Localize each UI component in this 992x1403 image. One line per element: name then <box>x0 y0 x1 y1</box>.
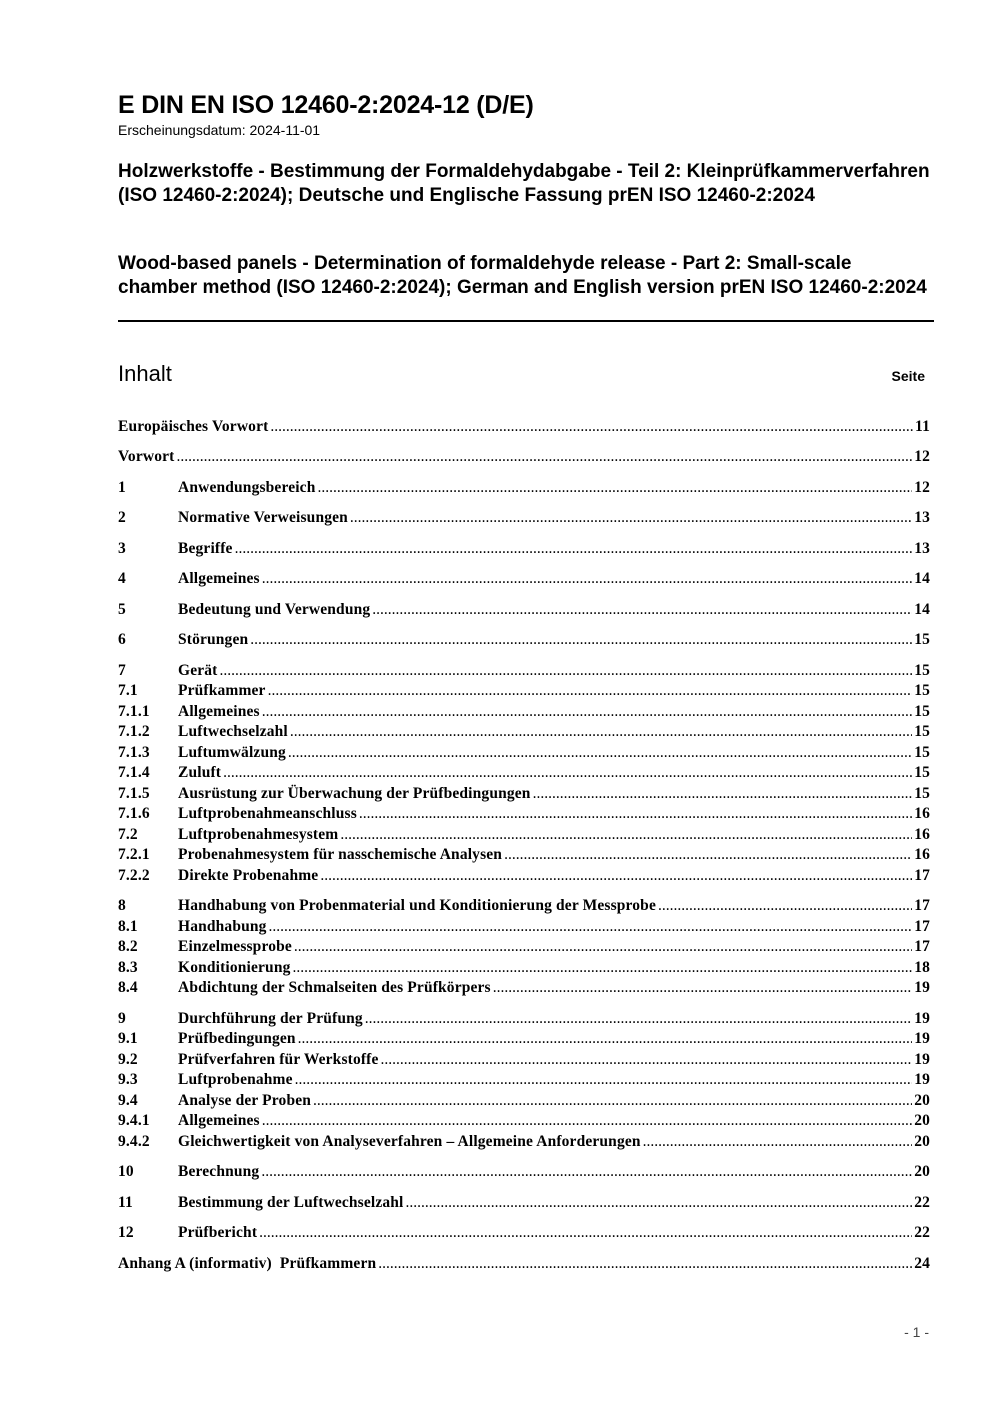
toc-dot-leader <box>340 826 912 844</box>
toc-entry-number: 2 <box>118 509 126 526</box>
toc-dot-leader <box>350 509 912 527</box>
toc-entry-title: Anwendungsbereich <box>178 479 316 496</box>
toc-entry-page: 17 <box>914 918 930 935</box>
title-english: Wood-based panels - Determination of formaldehyde release - Part 2: Small-scale chamber method (ISO 12460-2:2024); German and English version prEN ISO 12460-2:2024 <box>118 253 927 298</box>
toc-entry-number: 9 <box>118 1010 126 1027</box>
toc-entry[interactable] <box>118 918 930 938</box>
toc-entry-number: 7.2 <box>118 826 138 843</box>
toc-entry-number: 7.2.2 <box>118 867 150 884</box>
toc-entry[interactable] <box>118 1255 930 1275</box>
toc-entry-page: 15 <box>914 703 930 720</box>
toc-entry-page: 19 <box>914 1071 930 1088</box>
toc-entry-page: 14 <box>914 601 930 618</box>
toc-dot-leader <box>223 764 912 782</box>
toc-entry-title: Normative Verweisungen <box>178 509 348 526</box>
toc-entry-number: 4 <box>118 570 126 587</box>
toc-entry[interactable] <box>118 846 930 866</box>
toc-entry-number: 8.4 <box>118 979 138 996</box>
toc-entry[interactable] <box>118 540 930 560</box>
toc-dot-leader <box>381 1051 913 1069</box>
toc-dot-leader <box>298 1030 913 1048</box>
toc-entry-page: 11 <box>915 418 930 435</box>
toc-entry-number: 5 <box>118 601 126 618</box>
toc-entry-title: Prüfkammer <box>178 682 266 699</box>
toc-entry[interactable] <box>118 601 930 621</box>
toc-entry-number: 7.1.4 <box>118 764 150 781</box>
toc-page-label: Seite <box>891 368 925 384</box>
toc-entry-number: 9.2 <box>118 1051 138 1068</box>
toc-entry-page: 16 <box>914 846 930 863</box>
toc-entry-title: Luftwechselzahl <box>178 723 288 740</box>
toc-entry[interactable] <box>118 479 930 499</box>
toc-dot-leader <box>533 785 913 803</box>
document-id: E DIN EN ISO 12460-2:2024-12 (D/E) <box>118 91 534 119</box>
toc-dot-leader <box>294 938 912 956</box>
toc-entry-title: Begriffe <box>178 540 233 557</box>
toc-entry[interactable] <box>118 897 930 917</box>
toc-entry[interactable] <box>118 570 930 590</box>
toc-entry-title: Bedeutung und Verwendung <box>178 601 371 618</box>
toc-entry-number: 10 <box>118 1163 134 1180</box>
toc-entry-page: 20 <box>914 1112 930 1129</box>
toc-entry-number: 7 <box>118 662 126 679</box>
toc-entry-number: 8 <box>118 897 126 914</box>
toc-entry[interactable] <box>118 1030 930 1050</box>
toc-entry[interactable] <box>118 805 930 825</box>
toc-entry-title: Prüfbericht <box>178 1224 258 1241</box>
toc-entry-title: Luftprobenahme <box>178 1071 293 1088</box>
toc-dot-leader <box>318 479 913 497</box>
toc-entry-title: Zuluft <box>178 764 222 781</box>
toc-entry-number: 9.3 <box>118 1071 138 1088</box>
toc-dot-leader <box>262 1112 912 1130</box>
toc-entry-title: Europäisches Vorwort <box>118 418 269 435</box>
toc-entry-title: Durchführung der Prüfung <box>178 1010 363 1027</box>
header-divider <box>118 320 934 322</box>
toc-entry[interactable] <box>118 826 930 846</box>
toc-entry-page: 16 <box>914 805 930 822</box>
toc-dot-leader <box>288 744 912 762</box>
toc-dot-leader <box>378 1255 912 1273</box>
toc-entry-number: 7.1.2 <box>118 723 150 740</box>
toc-entry-number: 8.2 <box>118 938 138 955</box>
toc-entry-title: Berechnung <box>178 1163 260 1180</box>
toc-entry[interactable] <box>118 785 930 805</box>
toc-entry-title: Direkte Probenahme <box>178 867 319 884</box>
toc-entry-page: 22 <box>914 1194 930 1211</box>
toc-entry-number: 9.4.1 <box>118 1112 150 1129</box>
toc-entry-title: Luftprobenahmesystem <box>178 826 339 843</box>
toc-entry-number: 7.1.6 <box>118 805 150 822</box>
toc-dot-leader <box>643 1133 913 1151</box>
toc-entry[interactable] <box>118 418 930 438</box>
toc-entry-title: Allgemeines <box>178 570 260 587</box>
toc-dot-leader <box>261 1163 912 1181</box>
toc-entry[interactable] <box>118 1010 930 1030</box>
toc-entry-page: 12 <box>914 448 930 465</box>
toc-entry[interactable] <box>118 979 930 999</box>
toc-entry[interactable] <box>118 764 930 784</box>
toc-entry-page: 17 <box>914 938 930 955</box>
toc-entry-page: 20 <box>914 1092 930 1109</box>
toc-entry-number: 3 <box>118 540 126 557</box>
toc-entry-page: 15 <box>914 744 930 761</box>
toc-entry-page: 15 <box>914 785 930 802</box>
toc-entry-page: 20 <box>914 1133 930 1150</box>
toc-entry-number: 12 <box>118 1224 134 1241</box>
toc-dot-leader <box>235 540 913 558</box>
toc-dot-leader <box>504 846 912 864</box>
toc-dot-leader <box>176 448 912 466</box>
toc-entry-title: Probenahmesystem für nasschemische Analysen <box>178 846 503 863</box>
toc-dot-leader <box>293 959 913 977</box>
toc-dot-leader <box>658 897 912 915</box>
toc-entry-title: Konditionierung <box>178 959 291 976</box>
toc-entry-page: 15 <box>914 682 930 699</box>
toc-entry[interactable] <box>118 723 930 743</box>
toc-entry[interactable] <box>118 1133 930 1153</box>
toc-entry-title: Gerät <box>178 662 218 679</box>
toc-entry-page: 15 <box>914 631 930 648</box>
toc-entry-page: 17 <box>914 867 930 884</box>
toc-entry-page: 16 <box>914 826 930 843</box>
toc-entry[interactable] <box>118 1112 930 1132</box>
toc-entry[interactable] <box>118 1092 930 1112</box>
toc-entry-page: 12 <box>914 479 930 496</box>
toc-dot-leader <box>365 1010 912 1028</box>
title-german: Holzwerkstoffe - Bestimmung der Formaldehydabgabe - Teil 2: Kleinprüfkammerverfahren (ISO 12460-2:2024); Deutsche und Englische Fassung prEN ISO 12460-2:2024 <box>118 161 930 206</box>
toc-entry-title: Prüfbedingungen <box>178 1030 296 1047</box>
toc-entry-number: 8.3 <box>118 959 138 976</box>
toc-entry-number: 11 <box>118 1194 133 1211</box>
toc-dot-leader <box>359 805 912 823</box>
toc-dot-leader <box>493 979 912 997</box>
toc-entry-title: Störungen <box>178 631 249 648</box>
toc-dot-leader <box>295 1071 913 1089</box>
toc-entry-page: 14 <box>914 570 930 587</box>
toc-entry-page: 24 <box>914 1255 930 1272</box>
toc-entry-number: 7.2.1 <box>118 846 150 863</box>
toc-entry[interactable] <box>118 682 930 702</box>
toc-entry-title: Anhang A (informativ) Prüfkammern <box>118 1255 377 1272</box>
toc-entry-title: Analyse der Proben <box>178 1092 312 1109</box>
page-number: - 1 - <box>904 1324 929 1340</box>
toc-entry-number: 1 <box>118 479 126 496</box>
toc-entry-title: Allgemeines <box>178 703 260 720</box>
toc-entry[interactable] <box>118 744 930 764</box>
toc-dot-leader <box>269 918 913 936</box>
toc-dot-leader <box>290 723 912 741</box>
toc-entry[interactable] <box>118 1051 930 1071</box>
toc-entry-page: 19 <box>914 1030 930 1047</box>
toc-entry-page: 19 <box>914 979 930 996</box>
toc-entry-number: 9.4 <box>118 1092 138 1109</box>
toc-entry[interactable] <box>118 938 930 958</box>
toc-dot-leader <box>372 601 912 619</box>
toc-entry[interactable] <box>118 662 930 682</box>
toc-entry-page: 15 <box>914 764 930 781</box>
toc-entry[interactable] <box>118 448 930 468</box>
toc-entry-number: 6 <box>118 631 126 648</box>
toc-dot-leader <box>219 662 912 680</box>
toc-entry-title: Vorwort <box>118 448 175 465</box>
toc-entry[interactable] <box>118 959 930 979</box>
toc-entry-number: 9.1 <box>118 1030 138 1047</box>
toc-entry-number: 8.1 <box>118 918 138 935</box>
toc-entry-number: 7.1.3 <box>118 744 150 761</box>
toc-heading: Inhalt <box>118 361 172 386</box>
toc-dot-leader <box>268 682 913 700</box>
toc-entry[interactable] <box>118 703 930 723</box>
toc-entry-page: 19 <box>914 1051 930 1068</box>
toc-dot-leader <box>259 1224 912 1242</box>
toc-entry-number: 9.4.2 <box>118 1133 150 1150</box>
toc-entry-number: 7.1 <box>118 682 138 699</box>
toc-entry[interactable] <box>118 1163 930 1183</box>
toc-entry-title: Prüfverfahren für Werkstoffe <box>178 1051 379 1068</box>
toc-entry-page: 20 <box>914 1163 930 1180</box>
toc-entry-page: 17 <box>914 897 930 914</box>
toc-dot-leader <box>250 631 912 649</box>
toc-entry[interactable] <box>118 867 930 887</box>
toc-entry-number: 7.1.1 <box>118 703 150 720</box>
publication-date: Erscheinungsdatum: 2024-11-01 <box>118 122 321 138</box>
toc-entry-title: Luftprobenahmeanschluss <box>178 805 357 822</box>
toc-entry-title: Gleichwertigkeit von Analyseverfahren – Allgemeine Anforderungen <box>178 1133 641 1150</box>
toc-entry-title: Ausrüstung zur Überwachung der Prüfbedingungen <box>178 785 531 802</box>
toc-entry[interactable] <box>118 509 930 529</box>
toc-entry-page: 15 <box>914 662 930 679</box>
toc-entry-page: 19 <box>914 1010 930 1027</box>
toc-entry-page: 15 <box>914 723 930 740</box>
toc-dot-leader <box>270 418 913 436</box>
toc-entry-title: Bestimmung der Luftwechselzahl <box>178 1194 404 1211</box>
toc-entry[interactable] <box>118 1224 930 1244</box>
toc-dot-leader <box>313 1092 912 1110</box>
toc-entry-page: 18 <box>914 959 930 976</box>
toc-dot-leader <box>262 570 912 588</box>
toc-dot-leader <box>320 867 912 885</box>
toc-entry-title: Einzelmessprobe <box>178 938 292 955</box>
toc-entry-title: Abdichtung der Schmalseiten des Prüfkörpers <box>178 979 491 996</box>
toc-entry-title: Handhabung <box>178 918 267 935</box>
toc-entry-title: Luftumwälzung <box>178 744 286 761</box>
toc-dot-leader <box>262 703 912 721</box>
toc-entry[interactable] <box>118 1194 930 1214</box>
toc-dot-leader <box>406 1194 913 1212</box>
toc-entry-page: 22 <box>914 1224 930 1241</box>
toc-entry-number: 7.1.5 <box>118 785 150 802</box>
toc-entry[interactable] <box>118 1071 930 1091</box>
toc-entry-page: 13 <box>914 509 930 526</box>
toc-entry-title: Allgemeines <box>178 1112 260 1129</box>
toc-entry-page: 13 <box>914 540 930 557</box>
toc-entry-title: Handhabung von Probenmaterial und Konditionierung der Messprobe <box>178 897 656 914</box>
toc-entry[interactable] <box>118 631 930 651</box>
